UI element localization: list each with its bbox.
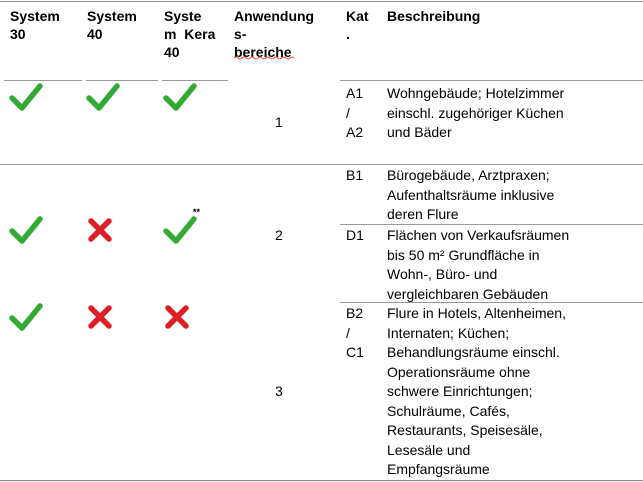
cross-icon: [86, 304, 114, 330]
check-icon: [9, 302, 43, 332]
check-icon: [163, 215, 197, 245]
spellcheck-underline: [234, 56, 296, 60]
beschreibung-value: Wohngebäude; Hotelzimmer einschl. zugehöriger Küchen und Bäder: [387, 85, 565, 140]
kategorie-value: B1: [346, 167, 364, 183]
kategorie-value: A1 / A2: [346, 85, 364, 140]
footnote-marker: **: [193, 207, 201, 217]
row-separator: [340, 80, 643, 81]
header-kategorie: Kat .: [346, 8, 369, 42]
anwendungsbereich-value: 3: [275, 383, 283, 399]
beschreibung-value: Flächen von Verkaufsräumen bis 50 m² Grundfläche in Wohn-, Büro- und vergleichbaren Gebäuden: [387, 227, 570, 302]
cross-icon: [163, 304, 191, 330]
beschreibung-value: Flure in Hotels, Altenheimen, Internaten; Küchen; Behandlungsräume einschl. Operationsräume ohne schwere Einrichtungen; Schulräume, Cafés, Restaurants, Speisesäle, Lesesäle und Empfangsräume: [387, 305, 566, 477]
check-icon: [9, 215, 43, 245]
header-anwendungsbereiche: Anwendung s- bereiche: [234, 8, 315, 60]
row-separator: [4, 80, 82, 81]
row-separator: [162, 80, 228, 81]
row-separator: [0, 164, 643, 165]
check-icon: [163, 82, 197, 112]
table-bottom-border: [0, 480, 643, 481]
check-icon: [86, 82, 120, 112]
check-icon: [9, 82, 43, 112]
cross-icon: [86, 217, 114, 243]
row-separator: [86, 80, 158, 81]
header-system-kera-40: Syste m Kera 40: [164, 8, 216, 60]
anwendungsbereich-value: 2: [275, 227, 283, 243]
anwendungsbereich-value: 1: [275, 114, 283, 130]
kategorie-value: D1: [346, 227, 364, 243]
table-top-border: [0, 1, 643, 2]
header-beschreibung: Beschreibung: [387, 8, 481, 24]
kategorie-value: B2 / C1: [346, 305, 364, 360]
header-system-30: System 30: [10, 8, 60, 42]
header-system-40: System 40: [87, 8, 137, 42]
beschreibung-value: Bürogebäude, Arztpraxen; Aufenthaltsräume inklusive deren Flure: [387, 167, 555, 222]
